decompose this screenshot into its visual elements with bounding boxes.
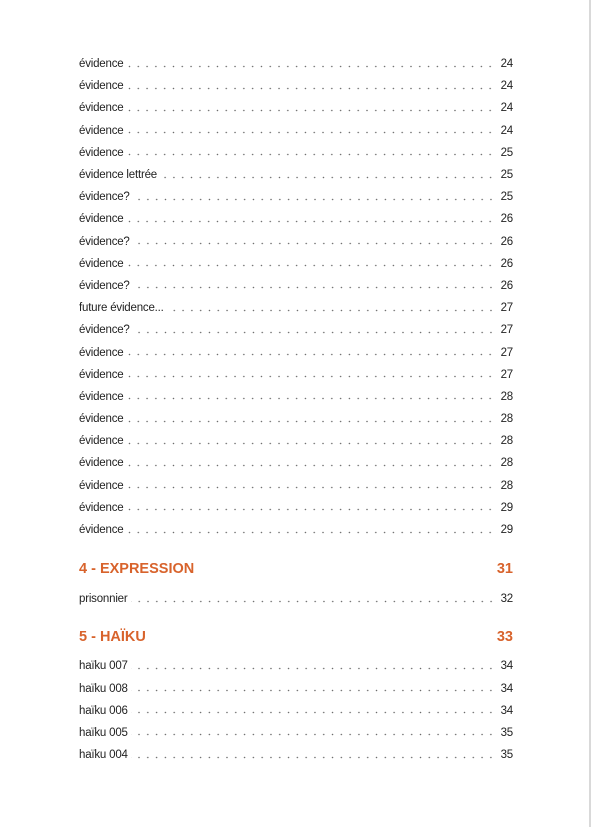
toc-entry[interactable] — [79, 408, 513, 430]
entry-page-number: 28 — [500, 457, 513, 470]
toc-entry[interactable] — [79, 588, 513, 610]
entry-title: évidence? — [79, 324, 130, 337]
toc-entry[interactable] — [79, 142, 513, 164]
dot-leader — [131, 597, 496, 606]
entry-page-number: 24 — [500, 124, 513, 137]
entry-title: évidence — [79, 368, 124, 381]
entry-title: évidence — [79, 346, 124, 359]
entry-page-number: 26 — [500, 257, 513, 270]
dot-leader — [126, 439, 495, 448]
entry-title: haïku 006 — [79, 704, 128, 717]
entry-title: évidence — [79, 80, 124, 93]
section-page-number: 31 — [496, 561, 513, 578]
dot-leader — [126, 261, 495, 270]
entry-title: haïku 004 — [79, 749, 128, 762]
dot-leader — [126, 505, 495, 514]
dot-leader — [133, 283, 495, 292]
entry-title: évidence — [79, 479, 124, 492]
entry-title: évidence? — [79, 191, 130, 204]
entry-page-number: 27 — [500, 346, 513, 359]
entry-page-number: 28 — [500, 390, 513, 403]
dot-leader — [126, 394, 495, 403]
dot-leader — [126, 62, 495, 71]
entry-page-number: 34 — [500, 682, 513, 695]
toc-entry[interactable] — [79, 208, 513, 230]
toc-entry[interactable] — [79, 497, 513, 519]
entry-page-number: 28 — [500, 435, 513, 448]
toc-entry[interactable] — [79, 253, 513, 275]
toc-entry[interactable] — [79, 297, 513, 319]
section-title: 5 - HAÏKU — [79, 629, 146, 646]
entry-list-section-5 — [79, 655, 513, 766]
entry-page-number: 28 — [500, 413, 513, 426]
dot-leader — [131, 664, 495, 673]
toc-entry[interactable] — [79, 186, 513, 208]
entry-title: évidence — [79, 524, 124, 537]
dot-leader — [131, 708, 495, 717]
entry-page-number: 27 — [500, 302, 513, 315]
table-of-contents — [79, 53, 513, 766]
toc-entry[interactable] — [79, 97, 513, 119]
dot-leader — [131, 730, 495, 739]
entry-title: haïku 008 — [79, 682, 128, 695]
dot-leader — [126, 150, 495, 159]
dot-leader — [133, 328, 495, 337]
dot-leader — [126, 461, 495, 470]
toc-entry[interactable] — [79, 75, 513, 97]
entry-page-number: 32 — [500, 593, 513, 606]
section-heading-expression[interactable] — [79, 558, 513, 580]
entry-title: évidence — [79, 257, 124, 270]
section-heading-haiku[interactable] — [79, 626, 513, 648]
dot-leader — [167, 306, 495, 315]
dot-leader — [126, 217, 495, 226]
entry-title: prisonnier — [79, 593, 128, 606]
entry-title: évidence — [79, 213, 124, 226]
toc-entry[interactable] — [79, 53, 513, 75]
entry-page-number: 28 — [500, 479, 513, 492]
entry-page-number: 27 — [500, 324, 513, 337]
dot-leader — [131, 753, 495, 762]
entry-page-number: 26 — [500, 279, 513, 292]
toc-entry[interactable] — [79, 120, 513, 142]
entry-title: évidence — [79, 413, 124, 426]
entry-page-number: 29 — [500, 524, 513, 537]
entry-title: évidence — [79, 501, 124, 514]
toc-entry[interactable] — [79, 319, 513, 341]
toc-entry[interactable] — [79, 364, 513, 386]
entry-page-number: 34 — [500, 660, 513, 673]
entry-page-number: 35 — [500, 726, 513, 739]
dot-leader — [126, 528, 495, 537]
entry-list-section-4 — [79, 588, 513, 610]
entry-title: évidence — [79, 435, 124, 448]
entry-title: évidence? — [79, 235, 130, 248]
toc-entry[interactable] — [79, 386, 513, 408]
entry-page-number: 25 — [500, 146, 513, 159]
entry-title: évidence — [79, 146, 124, 159]
dot-leader — [126, 417, 495, 426]
toc-entry[interactable] — [79, 341, 513, 363]
entry-title: évidence — [79, 457, 124, 470]
entry-list-section-3 — [79, 53, 513, 541]
entry-title: évidence — [79, 390, 124, 403]
dot-leader — [126, 350, 495, 359]
entry-title: évidence — [79, 102, 124, 115]
entry-page-number: 29 — [500, 501, 513, 514]
dot-leader — [126, 128, 495, 137]
entry-title: future évidence... — [79, 302, 164, 315]
toc-entry[interactable] — [79, 700, 513, 722]
section-title: 4 - EXPRESSION — [79, 561, 195, 578]
toc-entry[interactable] — [79, 275, 513, 297]
entry-page-number: 24 — [500, 80, 513, 93]
entry-title: évidence — [79, 124, 124, 137]
toc-entry[interactable] — [79, 164, 513, 186]
entry-page-number: 25 — [500, 169, 513, 182]
section-page-number: 33 — [496, 629, 513, 646]
entry-title: évidence — [79, 58, 124, 71]
toc-entry[interactable] — [79, 744, 513, 766]
dot-leader — [126, 372, 495, 381]
dot-leader — [160, 173, 495, 182]
toc-entry[interactable] — [79, 655, 513, 677]
entry-title: évidence lettrée — [79, 169, 157, 182]
toc-entry[interactable] — [79, 722, 513, 744]
entry-page-number: 24 — [500, 58, 513, 71]
dot-leader — [126, 84, 495, 93]
toc-entry[interactable] — [79, 430, 513, 452]
entry-page-number: 27 — [500, 368, 513, 381]
toc-entry[interactable] — [79, 475, 513, 497]
toc-entry[interactable] — [79, 452, 513, 474]
dot-leader — [133, 239, 495, 248]
toc-entry[interactable] — [79, 678, 513, 700]
entry-title: haïku 005 — [79, 726, 128, 739]
entry-title: haïku 007 — [79, 660, 128, 673]
entry-page-number: 25 — [500, 191, 513, 204]
entry-title: évidence? — [79, 279, 130, 292]
toc-entry[interactable] — [79, 231, 513, 253]
entry-page-number: 26 — [500, 213, 513, 226]
entry-page-number: 26 — [500, 235, 513, 248]
dot-leader — [133, 195, 495, 204]
entry-page-number: 35 — [500, 749, 513, 762]
dot-leader — [131, 686, 495, 695]
dot-leader — [126, 106, 495, 115]
entry-page-number: 34 — [500, 704, 513, 717]
toc-entry[interactable] — [79, 519, 513, 541]
entry-page-number: 24 — [500, 102, 513, 115]
dot-leader — [126, 483, 495, 492]
